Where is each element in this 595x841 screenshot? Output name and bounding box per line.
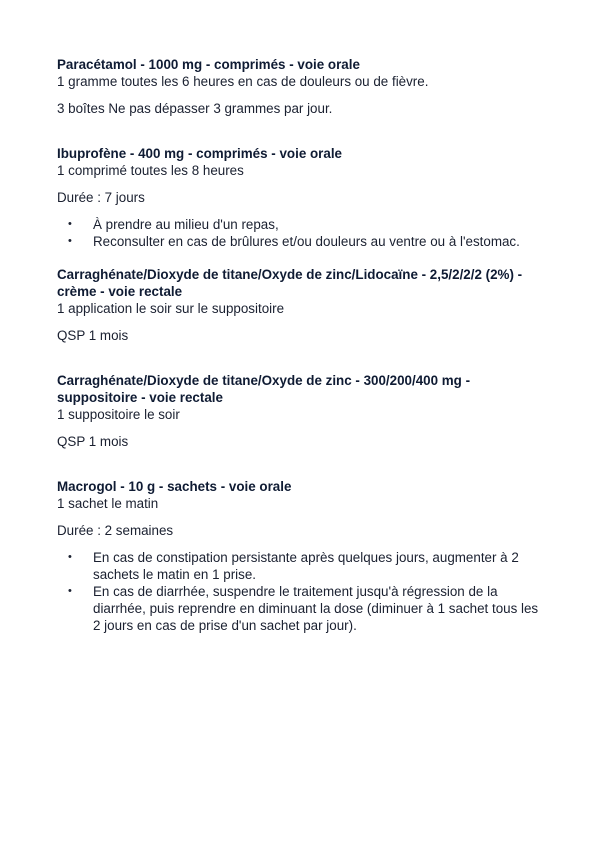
medication-suppositoire <box>57 372 547 450</box>
medication-title: Ibuprofène - 400 mg - comprimés - voie orale <box>57 146 342 161</box>
medication-dosage: 1 gramme toutes les 6 heures en cas de douleurs ou de fièvre. <box>57 74 429 89</box>
medication-ibuprofene <box>57 145 547 250</box>
medication-quantity: QSP 1 mois <box>57 328 129 343</box>
bullet-icon: • <box>68 235 72 247</box>
medication-dosage: 1 suppositoire le soir <box>57 407 180 422</box>
medication-note: 3 boîtes Ne pas dépasser 3 grammes par jour. <box>57 101 333 116</box>
prescription-page <box>57 56 547 634</box>
instruction-text: Reconsulter en cas de brûlures et/ou douleurs au ventre ou à l'estomac. <box>93 234 520 249</box>
medication-title: Paracétamol - 1000 mg - comprimés - voie orale <box>57 57 360 72</box>
instruction-item <box>57 583 547 634</box>
medication-dosage: 1 sachet le matin <box>57 496 159 511</box>
medication-paracetamol <box>57 56 547 117</box>
instruction-item <box>57 216 547 233</box>
instruction-text: À prendre au milieu d'un repas, <box>93 217 279 232</box>
medication-dosage: 1 comprimé toutes les 8 heures <box>57 163 244 178</box>
medication-dosage: 1 application le soir sur le suppositoire <box>57 301 285 316</box>
medication-quantity: QSP 1 mois <box>57 434 129 449</box>
instruction-item <box>57 233 547 250</box>
bullet-icon: • <box>68 218 72 230</box>
instruction-list <box>57 549 547 634</box>
bullet-icon: • <box>68 551 72 563</box>
instruction-item <box>57 549 547 583</box>
medication-duration: Durée : 7 jours <box>57 190 145 205</box>
instruction-list <box>57 216 547 250</box>
instruction-text: En cas de diarrhée, suspendre le traitement jusqu'à régression de la diarrhée, puis reprendre en diminuant la dose (diminuer à 1 sachet tous les 2 jours en cas de prise d'un sachet par jour). <box>93 584 539 633</box>
medication-creme-rectale <box>57 266 547 344</box>
medication-title: Carraghénate/Dioxyde de titane/Oxyde de zinc - 300/200/400 mg - suppositoire - voie rectale <box>57 373 471 405</box>
medication-title: Macrogol - 10 g - sachets - voie orale <box>57 479 292 494</box>
medication-title: Carraghénate/Dioxyde de titane/Oxyde de zinc/Lidocaïne - 2,5/2/2/2 (2%) - crème - voie rectale <box>57 267 523 299</box>
medication-macrogol <box>57 478 547 634</box>
bullet-icon: • <box>68 585 72 597</box>
instruction-text: En cas de constipation persistante après quelques jours, augmenter à 2 sachets le matin en 1 prise. <box>93 550 519 582</box>
medication-duration: Durée : 2 semaines <box>57 523 174 538</box>
